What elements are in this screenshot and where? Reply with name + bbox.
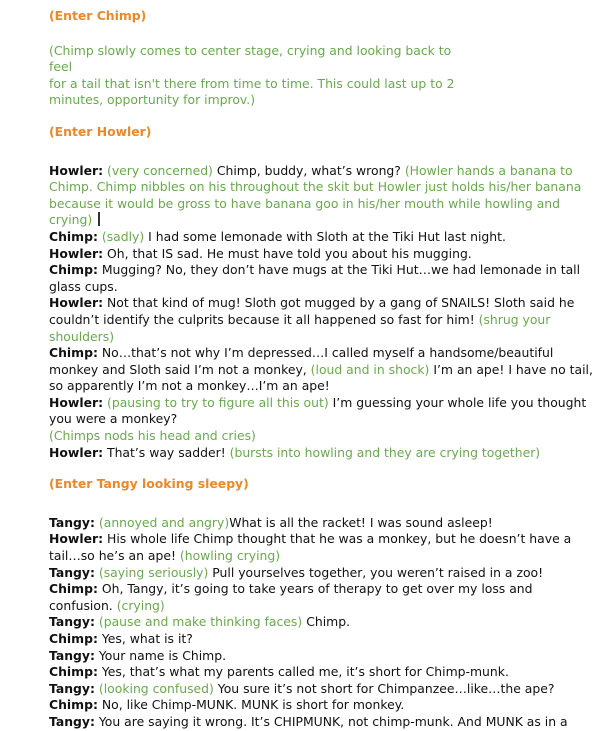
speaker-name: Chimp: xyxy=(49,262,98,278)
speaker-name: Howler: xyxy=(49,245,104,261)
stage-direction: (pause and make thinking faces) xyxy=(98,614,303,630)
speaker-name: Howler: xyxy=(49,394,104,410)
script-document xyxy=(49,8,597,731)
stage-direction-line: minutes, opportunity for improv.) xyxy=(49,92,256,108)
enter-tangy-heading: (Enter Tangy looking sleepy) xyxy=(49,476,249,492)
dialogue-line xyxy=(49,163,597,229)
dialogue-text: Chimp, buddy, what’s wrong? xyxy=(216,162,401,178)
speaker-name: Tangy: xyxy=(49,680,95,696)
stage-direction: (loud and in shock) xyxy=(310,361,430,377)
chimp-stage-direction xyxy=(49,43,469,109)
stage-direction: (Howler hands a banana to Chimp. Chimp nibbles on his throughout the skit but Howler just holds his/her banana because it would be gross to have banana goo in his/her mouth while howling and crying) xyxy=(49,162,582,228)
dialogue-text: Mugging? No, they don’t have mugs at the Tiki Hut…we had lemonade in tall glass cups. xyxy=(49,262,581,294)
stage-direction-line: (Chimp slowly comes to center stage, crying and looking back to feel xyxy=(49,42,452,75)
dialogue-text: What is all the racket! I was sound asleep! xyxy=(229,514,493,530)
dialogue-text: I had some lemonade with Sloth at the Tiki Hut last night. xyxy=(148,228,506,244)
dialogue-line xyxy=(49,395,597,428)
speaker-name: Tangy: xyxy=(49,713,95,729)
speaker-name: Tangy: xyxy=(49,564,95,580)
stage-direction: (very concerned) xyxy=(107,162,213,178)
stage-direction-line: for a tail that isn't there from time to time. This could last up to 2 xyxy=(49,75,455,91)
enter-chimp-heading: (Enter Chimp) xyxy=(49,8,147,23)
speaker-name: Howler: xyxy=(49,295,104,311)
stage-direction: (saying seriously) xyxy=(98,564,209,580)
dialogue-line xyxy=(49,445,597,462)
dialogue-line xyxy=(49,681,597,698)
stage-direction: (crying) xyxy=(116,597,165,613)
speaker-name: Tangy: xyxy=(49,514,95,530)
stage-direction-line: (Chimps nods his head and cries) xyxy=(49,428,256,444)
stage-direction: (sadly) xyxy=(101,228,145,244)
speaker-name: Chimp: xyxy=(49,631,98,646)
dialogue-text: I’m guessing your whole life you thought you were a monkey? xyxy=(49,394,587,427)
stage-direction: (howling crying) xyxy=(179,548,281,564)
dialogue-text: Yes, what is it? xyxy=(101,631,193,646)
dialogue-line xyxy=(49,246,597,263)
dialogue-text: No, like Chimp-MUNK. MUNK is short for monkey. xyxy=(101,697,405,713)
speaker-name: Tangy: xyxy=(49,614,95,630)
dialogue-line xyxy=(49,714,597,731)
stage-direction: (annoyed and angry) xyxy=(98,514,230,530)
stage-direction: (looking confused) xyxy=(98,680,214,696)
stage-direction: (bursts into howling and they are crying together) xyxy=(229,444,541,460)
speaker-name: Howler: xyxy=(49,444,104,460)
dialogue-line xyxy=(49,648,597,665)
dialogue-text: Chimp. xyxy=(306,614,351,630)
dialogue-text: I’m an ape! I have no tail, so apparently I’m not a monkey…I’m an ape! xyxy=(49,361,593,394)
dialogue-line xyxy=(49,262,597,295)
speaker-name: Howler: xyxy=(49,531,104,547)
dialogue-line xyxy=(49,531,597,564)
dialogue-line xyxy=(49,515,597,532)
dialogue-line xyxy=(49,345,597,395)
dialogue-line xyxy=(49,229,597,246)
dialogue-text: His whole life Chimp thought that he was a monkey, but he doesn’t have a tail…so he’s an ape! xyxy=(49,531,572,564)
stage-direction: (shrug your shoulders) xyxy=(49,311,551,344)
dialogue-text: Oh, Tangy, it’s going to take years of therapy to get over my loss and confusion. xyxy=(49,581,533,613)
speaker-name: Chimp: xyxy=(49,664,98,680)
dialogue-text: Your name is Chimp. xyxy=(98,647,227,663)
speaker-name: Chimp: xyxy=(49,345,98,361)
dialogue-line xyxy=(49,295,597,345)
dialogue-text: Yes, that’s what my parents called me, it’s short for Chimp-munk. xyxy=(101,664,509,680)
speaker-name: Chimp: xyxy=(49,697,98,713)
dialogue-text: No…that’s not why I’m depressed…I called myself a handsome/beautiful monkey and Sloth said I’m not a monkey, xyxy=(49,345,554,377)
speaker-name: Tangy: xyxy=(49,647,95,663)
dialogue-text: That’s way sadder! xyxy=(107,444,226,460)
dialogue-text: You are saying it wrong. It’s CHIPMUNK, not chimp-munk. And MUNK as in a xyxy=(98,713,568,729)
speaker-name: Howler: xyxy=(49,162,104,178)
speaker-name: Chimp: xyxy=(49,228,98,244)
dialogue-text: Not that kind of mug! Sloth got mugged by a gang of SNAILS! Sloth said he couldn’t identify the culprits because it all happened so fast for him! xyxy=(49,295,575,327)
text-cursor xyxy=(98,212,100,226)
dialogue-line xyxy=(49,664,597,681)
dialogue-line xyxy=(49,581,597,614)
speaker-name: Chimp: xyxy=(49,581,98,597)
dialogue-text: Pull yourselves together, you weren’t raised in a zoo! xyxy=(212,564,544,580)
dialogue-line xyxy=(49,697,597,714)
enter-howler-heading: (Enter Howler) xyxy=(49,123,152,139)
dialogue-line xyxy=(49,614,597,631)
stage-direction: (pausing to try to figure all this out) xyxy=(107,394,329,410)
dialogue-line xyxy=(49,565,597,582)
dialogue-line xyxy=(49,631,597,648)
dialogue-text: Oh, that IS sad. He must have told you about his mugging. xyxy=(107,245,472,261)
dialogue-text: You sure it’s not short for Chimpanzee…like…the ape? xyxy=(217,680,555,696)
